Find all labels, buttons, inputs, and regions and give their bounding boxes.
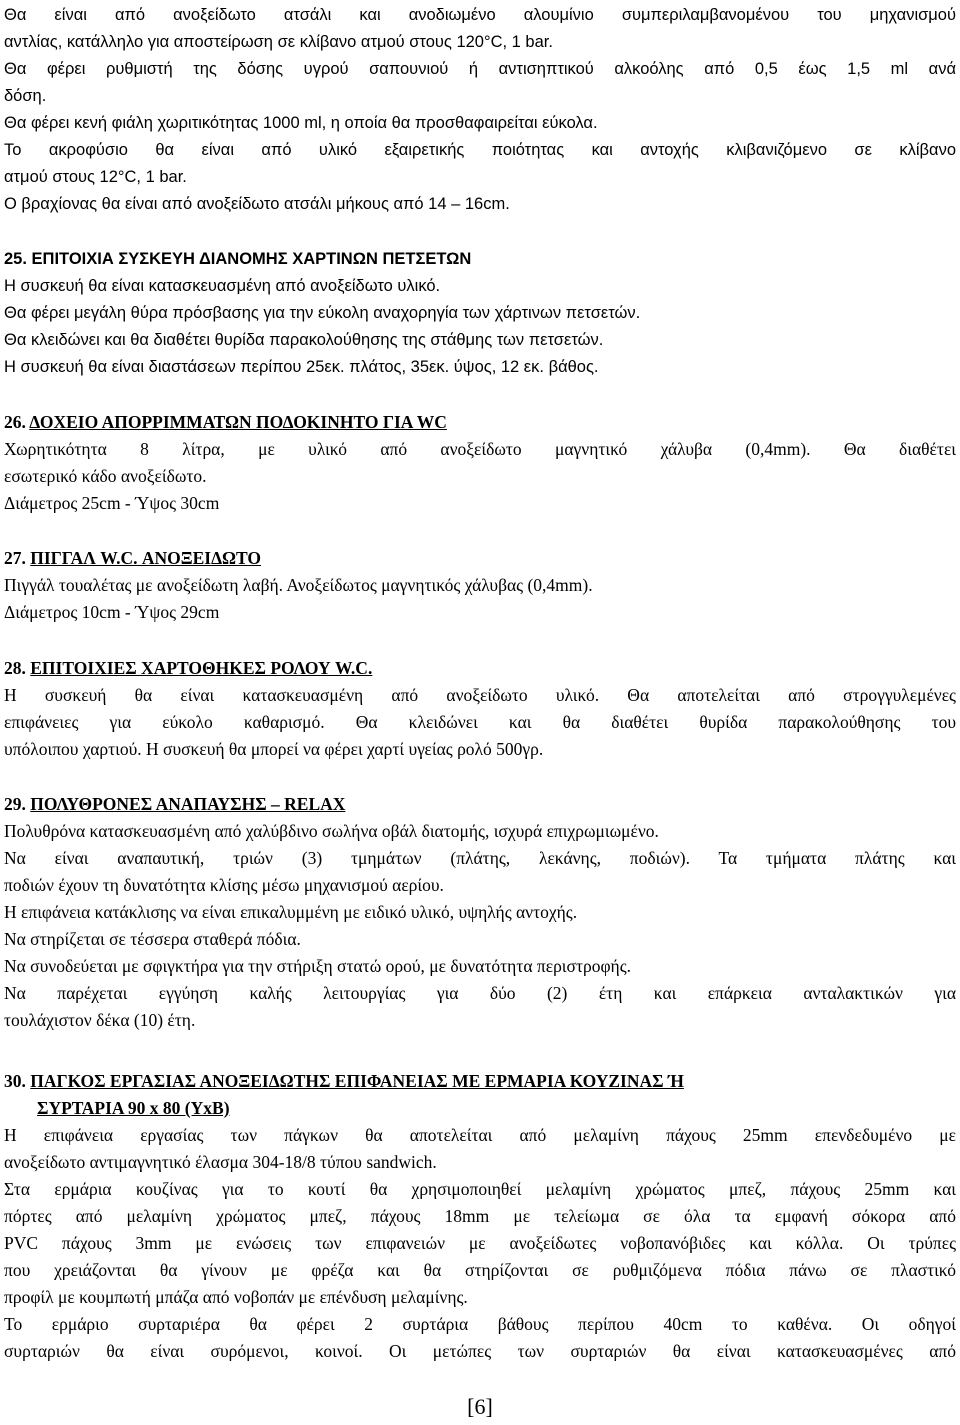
text-line: Να στηρίζεται σε τέσσερα σταθερά πόδια.: [4, 929, 301, 949]
section-29: [4, 791, 956, 1034]
text-line: Θα φέρει μεγάλη θύρα πρόσβασης για την εύκολη αναχορηγία των χάρτινων πετσετών.: [4, 304, 641, 322]
text-line: επιφάνειες για εύκολο καθαρισμό. Θα κλειδώνει και θα διαθέτει θυρίδα παρακολούθησης του: [4, 712, 956, 732]
section-title: ΔΟΧΕΙΟ ΑΠΟΡΡΙΜΜΑΤΩΝ ΠΟΔΟΚΙΝΗΤΟ ΓΙΑ WC: [29, 412, 447, 432]
section-heading: [4, 791, 956, 818]
section-number: 26.: [4, 412, 26, 432]
text-line: υπόλοιπου χαρτιού. Η συσκευή θα μπορεί να φέρει χαρτί υγείας ρολό 500γρ.: [4, 739, 544, 759]
section-title: ΠΙΓΓΑΛ W.C. ΑΝΟΞΕΙΔΩΤΟ: [30, 548, 262, 568]
text-line: αντλίας, κατάλληλο για αποστείρωση σε κλίβανο ατμού στους 120°C, 1 bar.: [4, 33, 553, 51]
section-28: [4, 655, 956, 763]
text-line: Πολυθρόνα κατασκευασμένη από χαλύβδινο σωλήνα οβάλ διατομής, ισχυρά επιχρωμιωμένο.: [4, 821, 659, 841]
section-number: 29.: [4, 794, 26, 814]
section-heading: [4, 409, 956, 436]
text-line: Η επιφάνεια κατάκλισης να είναι επικαλυμμένη με ειδικό υλικό, υψηλής αντοχής.: [4, 902, 578, 922]
text-line: ποδιών έχουν τη δυνατότητα κλίσης μέσω μηχανισμού αερίου.: [4, 875, 444, 895]
text-line: πόρτες από μελαμίνη χρώματος μπεζ, πάχους 18mm με τελείωμα σε όλα τα εμφανή σόκορα από: [4, 1206, 956, 1226]
text-line: Διάμετρος 10cm - Ύψος 29cm: [4, 602, 220, 622]
text-line: Θα φέρει ρυθμιστή της δόσης υγρού σαπουνιού ή αντισηπτικού αλκοόλης από 0,5 έως 1,5 ml ανά: [4, 60, 956, 78]
section-number: 30.: [4, 1071, 26, 1091]
text-line: ανοξείδωτο αντιμαγνητικό έλασμα 304-18/8 τύπου sandwich.: [4, 1152, 437, 1172]
text-line: Να είναι αναπαυτική, τριών (3) τμημάτων (πλάτης, λεκάνης, ποδιών). Τα τμήματα πλάτης και: [4, 848, 956, 868]
section-heading-continued: [4, 1095, 956, 1122]
text-line: Θα φέρει κενή φιάλη χωριτικότητας 1000 ml, η οποία θα προσθαφαιρείται εύκολα.: [4, 114, 598, 132]
text-line: Η συσκευή θα είναι κατασκευασμένη από ανοξείδωτο υλικό. Θα αποτελείται από στρογγυλεμένες: [4, 685, 956, 705]
section-heading: [4, 545, 956, 572]
text-line: Η συσκευή θα είναι κατασκευασμένη από ανοξείδωτο υλικό.: [4, 277, 441, 295]
section-heading: [4, 1068, 956, 1095]
section-heading: [4, 655, 956, 682]
section-number: 25.: [4, 250, 27, 268]
text-line: Χωρητικότητα 8 λίτρα, με υλικό από ανοξείδωτο μαγνητικό χάλυβα (0,4mm). Θα διαθέτει: [4, 439, 956, 459]
text-line: Ο βραχίονας θα είναι από ανοξείδωτο ατσάλι μήκους από 14 – 16cm.: [4, 195, 510, 213]
text-line: Το ακροφύσιο θα είναι από υλικό εξαιρετικής ποιότητας και αντοχής κλιβανιζόμενο σε κλίβανο: [4, 141, 956, 159]
section-number: 28.: [4, 658, 26, 678]
text-line: Η συσκευή θα είναι διαστάσεων περίπου 25εκ. πλάτος, 35εκ. ύψος, 12 εκ. βάθος.: [4, 358, 599, 376]
section-title: ΕΠΙΤΟΙΧΙΑ ΣΥΣΚΕΥΗ ΔΙΑΝΟΜΗΣ ΧΑΡΤΙΝΩΝ ΠΕΤΣΕΤΩΝ: [31, 250, 472, 268]
text-line: που χρειάζονται θα γίνουν με φρέζα και θα στηρίζονται σε ρυθμιζόμενα πόδια πάνω σε πλαστικό: [4, 1260, 956, 1280]
text-line: Θα κλειδώνει και θα διαθέτει θυρίδα παρακολούθησης της στάθμης των πετσετών.: [4, 331, 604, 349]
intro-paragraph: [4, 2, 956, 218]
section-title: ΕΠΙΤΟΙΧΙΕΣ ΧΑΡΤΟΘΗΚΕΣ ΡΟΛΟΥ W.C.: [30, 658, 373, 678]
section-title: ΣΥΡΤΑΡΙΑ 90 x 80 (ΥxΒ): [37, 1098, 230, 1118]
text-line: Θα είναι από ανοξείδωτο ατσάλι και ανοδιωμένο αλουμίνιο συμπεριλαμβανομένου του μηχανισμού: [4, 6, 956, 24]
text-line: εσωτερικό κάδο ανοξείδωτο.: [4, 466, 207, 486]
text-line: ατμού στους 12°C, 1 bar.: [4, 168, 187, 186]
text-line: Η επιφάνεια εργασίας των πάγκων θα αποτελείται από μελαμίνη πάχους 25mm επενδεδυμένο με: [4, 1125, 956, 1145]
text-line: Να παρέχεται εγγύηση καλής λειτουργίας για δύο (2) έτη και επάρκεια ανταλακτικών για: [4, 983, 956, 1003]
text-line: δόση.: [4, 87, 47, 105]
text-line: PVC πάχους 3mm με ενώσεις των επιφανειών με ανοξείδωτες νοβοπανόβιδες και κόλλα. Οι τρύπες: [4, 1233, 956, 1253]
section-title: ΠΟΛΥΘΡΟΝΕΣ ΑΝΑΠΑΥΣΗΣ – RELAX: [30, 794, 346, 814]
section-26: [4, 409, 956, 517]
section-27: [4, 545, 956, 626]
section-heading: [4, 246, 956, 273]
text-line: Το ερμάριο συρταριέρα θα φέρει 2 συρτάρια βάθους περίπου 40cm το καθένα. Οι οδηγοί: [4, 1314, 956, 1334]
section-30: [4, 1068, 956, 1365]
text-line: Στα ερμάρια κουζίνας για το κουτί θα χρησιμοποιηθεί μελαμίνη χρώματος μπεζ, πάχους 25mm και: [4, 1179, 956, 1199]
section-title: ΠΑΓΚΟΣ ΕΡΓΑΣΙΑΣ ΑΝΟΞΕΙΔΩΤΗΣ ΕΠΙΦΑΝΕΙΑΣ ΜΕ ΕΡΜΑΡΙΑ ΚΟΥΖΙΝΑΣ Ή: [30, 1071, 684, 1091]
text-line: Να συνοδεύεται με σφιγκτήρα για την στήριξη στατώ ορού, με δυνατότητα περιστροφής.: [4, 956, 632, 976]
text-line: προφίλ με κουμπωτή μπάζα από νοβοπάν με επένδυση μελαμίνης.: [4, 1287, 468, 1307]
text-line: συρταριών θα είναι συρόμενοι, κοινοί. Οι μετώπες των συρταριών θα είναι κατασκευασμένες από: [4, 1341, 956, 1361]
text-line: Διάμετρος 25cm - Ύψος 30cm: [4, 493, 220, 513]
section-25: [4, 246, 956, 381]
section-number: 27.: [4, 548, 26, 568]
text-line: τουλάχιστον δέκα (10) έτη.: [4, 1010, 196, 1030]
page-number: [6]: [467, 1394, 493, 1419]
text-line: Πιγγάλ τουαλέτας με ανοξείδωτη λαβή. Ανοξείδωτος μαγνητικός χάλυβας (0,4mm).: [4, 575, 593, 595]
